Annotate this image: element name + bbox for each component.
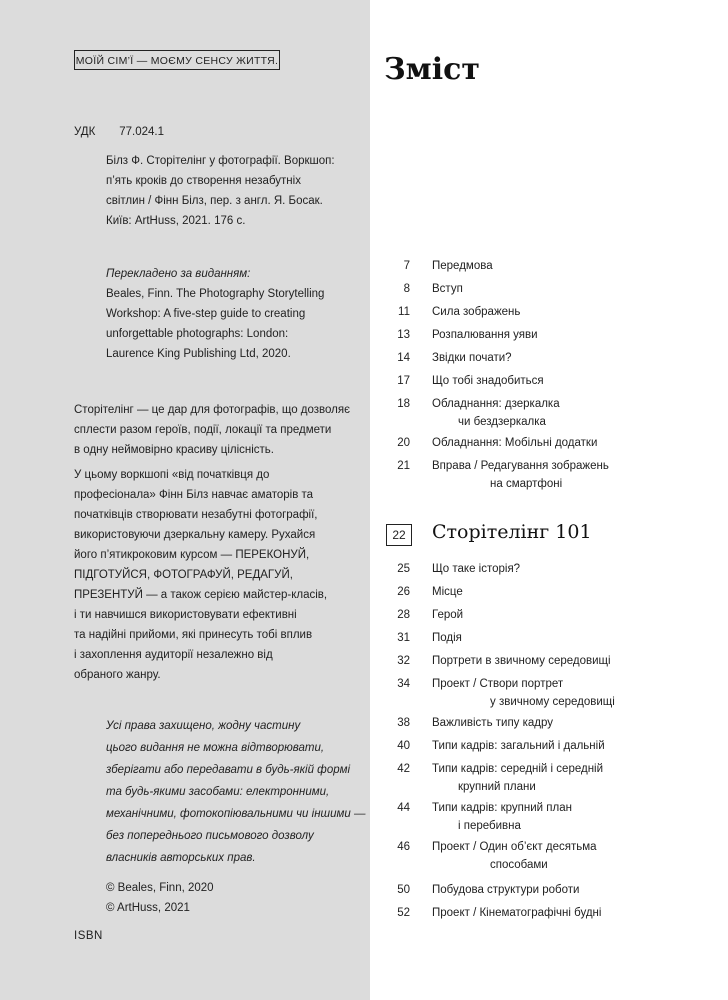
para-line: професіонала» Фінн Білз навчає аматорів та xyxy=(74,489,314,501)
rights-line: Усі права захищено, жодну частину xyxy=(106,720,301,732)
bibliographic-record xyxy=(106,151,356,231)
toc-entry-line: Вступ xyxy=(432,283,463,295)
toc-entry-title xyxy=(432,349,702,367)
biblio-line: світлин / Фінн Білз, пер. з англ. Я. Босак. xyxy=(106,195,323,207)
udk-label: УДК xyxy=(74,126,96,138)
para-line: початківців створювати незабутні фотографії, xyxy=(74,509,318,521)
toc-page-number: 14 xyxy=(397,352,410,364)
original-edition-label: Перекладено за виданням: xyxy=(106,268,251,280)
original-line: Laurence King Publishing Ltd, 2020. xyxy=(106,348,291,360)
toc-entry-title xyxy=(432,434,702,452)
section-page-number: 22 xyxy=(386,524,412,546)
toc-entry-line: Проект / Кінематографічні будні xyxy=(432,907,602,919)
toc-entry-title xyxy=(432,629,702,647)
toc-page-number: 17 xyxy=(397,375,410,387)
toc-entry-line: Що таке історія? xyxy=(432,563,521,575)
toc-page-number: 25 xyxy=(397,563,410,575)
toc-entry-title xyxy=(432,652,702,670)
toc-entry-title xyxy=(432,257,702,275)
toc-entry-title xyxy=(432,303,702,321)
toc-entry-line: Побудова структури роботи xyxy=(432,884,580,896)
para-line: обраного жанру. xyxy=(74,669,161,681)
para-line: ПІДГОТУЙСЯ, ФОТОГРАФУЙ, РЕДАГУЙ, xyxy=(74,569,293,581)
toc-page-number: 7 xyxy=(403,260,410,272)
para-line: його п’ятикроковим курсом — ПЕРЕКОНУЙ, xyxy=(74,549,310,561)
para-line: і ти навчишся використовувати ефективні xyxy=(74,609,297,621)
toc-entry-line: Сила зображень xyxy=(432,306,521,318)
para-line: У цьому воркшопі «від початківця до xyxy=(74,469,270,481)
original-line: Workshop: A five-step guide to creating xyxy=(106,308,306,320)
toc-page-number: 11 xyxy=(398,306,410,318)
copyright-block xyxy=(106,878,356,918)
udk-line xyxy=(74,126,354,138)
rights-line: цього видання не можна відтворювати, xyxy=(106,742,325,754)
rights-line: зберігати або передавати в будь-якій формі xyxy=(106,764,351,776)
toc-entry-line: Обладнання: дзеркалка xyxy=(432,398,560,410)
para-line: Сторітелінг — це дар для фотографів, що дозволяє xyxy=(74,404,350,416)
toc-page-number: 34 xyxy=(397,678,410,690)
toc-page-number: 8 xyxy=(403,283,410,295)
toc-entry-line: на смартфоні xyxy=(490,478,563,490)
toc-entry-title xyxy=(432,675,702,711)
toc-page-number: 40 xyxy=(397,740,410,752)
toc-entry-line: Розпалювання уяви xyxy=(432,329,538,341)
para-line: в одну неймовірно красиву цілісність. xyxy=(74,444,274,456)
original-line: unforgettable photographs: London: xyxy=(106,328,289,340)
rights-line: без попереднього письмового дозволу xyxy=(106,830,314,842)
toc-page-number: 38 xyxy=(397,717,410,729)
toc-entry-line: і перебивна xyxy=(458,820,521,832)
rights-notice xyxy=(106,715,366,869)
rights-line: власників авторських прав. xyxy=(106,852,256,864)
toc-title: Зміст xyxy=(384,52,480,87)
toc-entry-title xyxy=(432,326,702,344)
toc-entry-title xyxy=(432,457,702,493)
toc-page-number: 21 xyxy=(397,460,410,472)
rights-line: та будь-якими засобами: електронними, xyxy=(106,786,330,798)
toc-entry-title xyxy=(432,560,702,578)
toc-page-number: 28 xyxy=(397,609,410,621)
toc-entry-line: Передмова xyxy=(432,260,493,272)
toc-entry-line: Герой xyxy=(432,609,464,621)
para-line: та надійні прийоми, які принесуть тобі вплив xyxy=(74,629,313,641)
toc-entry-line: у звичному середовищі xyxy=(490,696,615,708)
section-title: Сторітелінг 101 xyxy=(432,521,592,543)
section-heading xyxy=(384,523,714,547)
para-line: використовуючи дзеркальну камеру. Рухайся xyxy=(74,529,316,541)
toc-entry-line: Проект / Створи портрет xyxy=(432,678,564,690)
toc-page-number: 46 xyxy=(397,841,410,853)
toc-page-number: 44 xyxy=(397,802,410,814)
toc-entry-line: чи бездзеркалка xyxy=(458,416,546,428)
toc-page-number: 13 xyxy=(397,329,410,341)
para-line: ПРЕЗЕНТУЙ — а також серією майстер-класів, xyxy=(74,589,328,601)
description-paragraph-1 xyxy=(74,400,360,460)
copyright-line: © ArtHuss, 2021 xyxy=(106,902,190,914)
para-line: і захоплення аудиторії незалежно від xyxy=(74,649,273,661)
toc-entry-line: Обладнання: Мобільні додатки xyxy=(432,437,598,449)
toc-page-number: 32 xyxy=(397,655,410,667)
toc-entry-line: Типи кадрів: середній і середній xyxy=(432,763,604,775)
biblio-line: п’ять кроків до створення незабутніх xyxy=(106,175,301,187)
copyright-line: © Beales, Finn, 2020 xyxy=(106,882,214,894)
original-edition xyxy=(106,284,356,364)
toc-entry-line: Проект / Один об’єкт десятьма xyxy=(432,841,597,853)
dedication-box: МОЇЙ СІМ’Ї — МОЄМУ СЕНСУ ЖИТТЯ. xyxy=(74,50,280,70)
toc-entry-line: Важливість типу кадру xyxy=(432,717,554,729)
toc-entry-title xyxy=(432,280,702,298)
toc-entry-title xyxy=(432,606,702,624)
toc-entry-title xyxy=(432,372,702,390)
toc-entry-title xyxy=(432,395,702,431)
toc-entry-title xyxy=(432,737,702,755)
toc-page-number: 50 xyxy=(397,884,410,896)
toc-entry-line: Типи кадрів: крупний план xyxy=(432,802,572,814)
udk-value: 77.024.1 xyxy=(119,126,164,138)
toc-entry-line: Подія xyxy=(432,632,462,644)
description-paragraph-2 xyxy=(74,465,360,685)
toc-page-number: 20 xyxy=(397,437,410,449)
toc-entry-line: Що тобі знадобиться xyxy=(432,375,544,387)
toc-entry-line: Вправа / Редагування зображень xyxy=(432,460,609,472)
toc-entry-title xyxy=(432,904,702,922)
toc-page-number: 52 xyxy=(397,907,410,919)
original-line: Beales, Finn. The Photography Storytelling xyxy=(106,288,325,300)
toc-entry-line: Місце xyxy=(432,586,463,598)
toc-entry-line: Портрети в звичному середовищі xyxy=(432,655,611,667)
toc-entry-title xyxy=(432,881,702,899)
toc-entry-line: крупний плани xyxy=(458,781,536,793)
toc-page-number: 42 xyxy=(397,763,410,775)
toc-entry-line: Звідки почати? xyxy=(432,352,512,364)
toc-entry-title xyxy=(432,714,702,732)
toc-entry-line: Типи кадрів: загальний і дальній xyxy=(432,740,605,752)
toc-entry-title xyxy=(432,583,702,601)
toc-page-number: 18 xyxy=(397,398,410,410)
rights-line: механічними, фотокопіювальними чи іншими — xyxy=(106,808,366,820)
toc-entry-title xyxy=(432,799,702,835)
toc-page-number: 26 xyxy=(397,586,410,598)
para-line: сплести разом героїв, події, локації та предмети xyxy=(74,424,332,436)
isbn-label: ISBN xyxy=(74,930,103,942)
biblio-line: Білз Ф. Сторітелінг у фотографії. Воркшоп: xyxy=(106,155,335,167)
toc-entry-line: способами xyxy=(490,859,548,871)
toc-page-number: 31 xyxy=(397,632,410,644)
biblio-line: Київ: ArtHuss, 2021. 176 с. xyxy=(106,215,246,227)
toc-entry-title xyxy=(432,838,702,874)
toc-entry-title xyxy=(432,760,702,796)
